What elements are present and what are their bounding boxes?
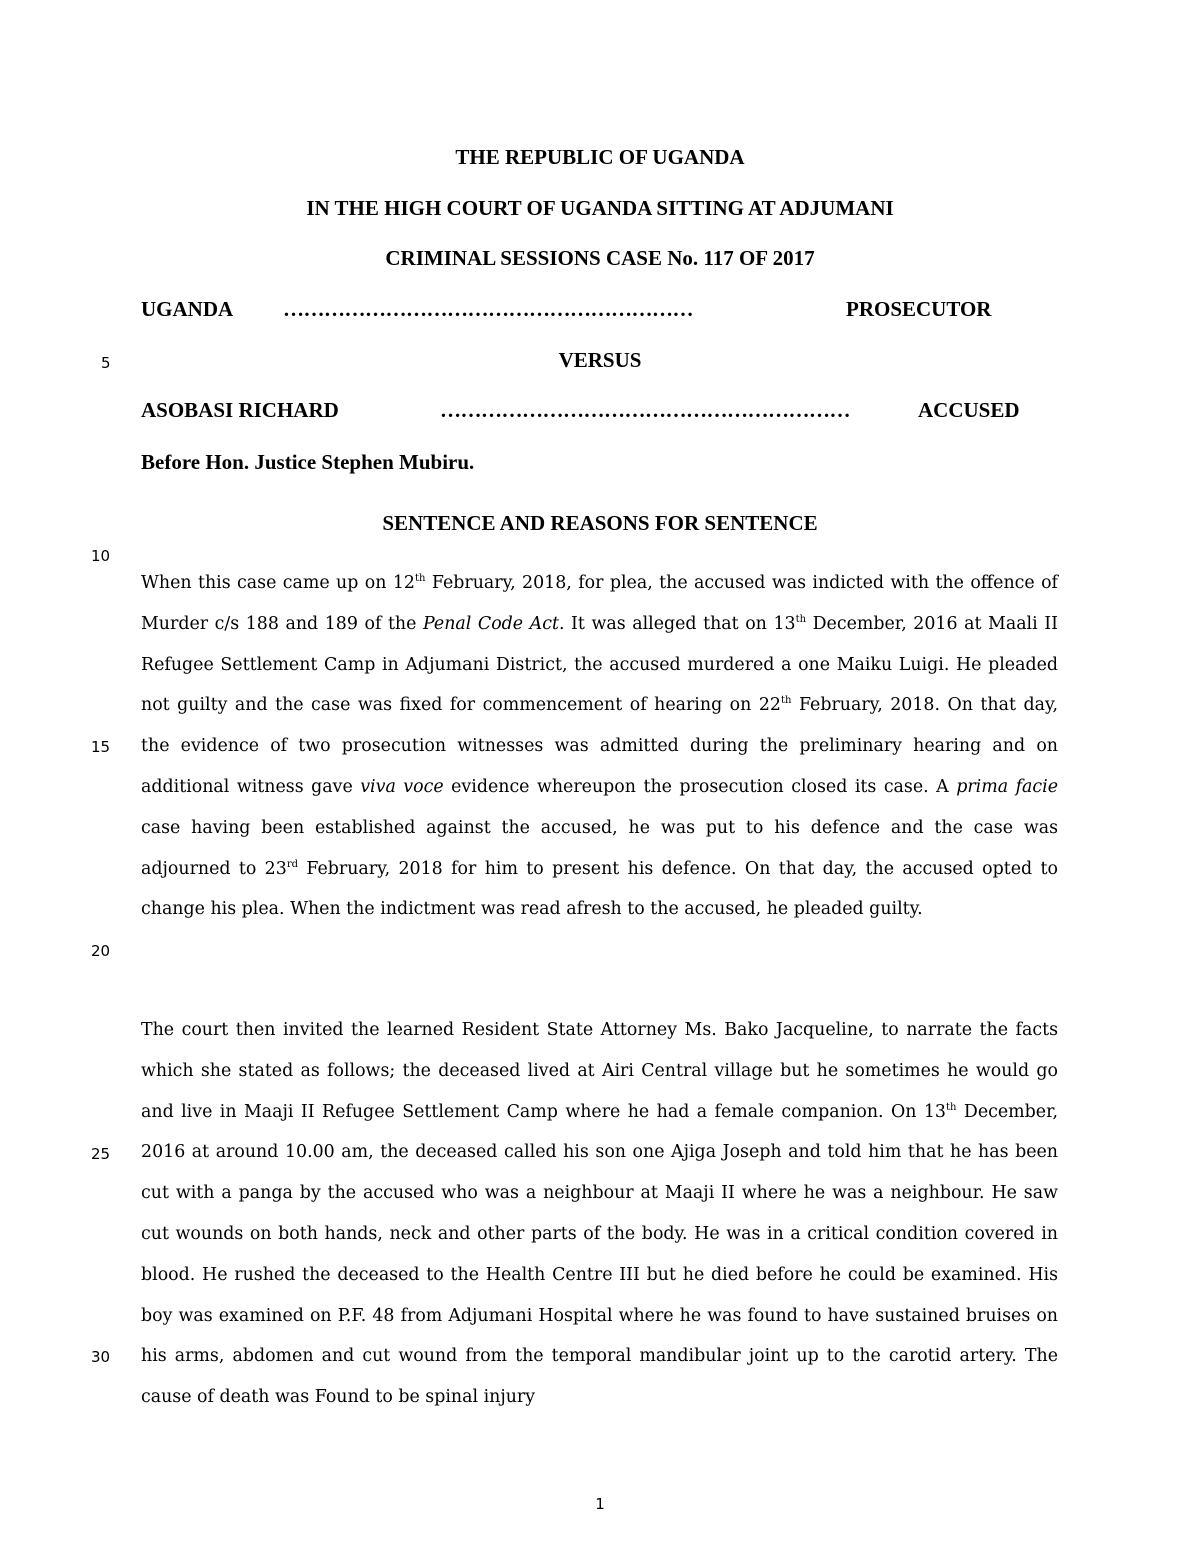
prosecution-dots: …………………………………………………… [283,297,693,321]
paragraph-plea: When this case came up on 12th February, 2018, for plea, the accused was indicted with the offence of Murder c/s 188 and 189 of the Penal Code Act. It was alleged that on 13th December, 2016 at Maali II Refugee Settlement Camp in Adjumani District, the accused murdered a one Maiku Luigi. He pleaded not guilty and the case was fixed for commencement of hearing on 22th February, 2018. On that day, the evidence of two prosecution witnesses was admitted during the preliminary hearing and on additional witness gave viva voce evidence whereupon the prosecution closed its case. A prima facie case having been established against the accused, he was put to his defence and the case was adjourned to 23rd February, 2018 for him to present his defence. On that day, the accused opted to change his plea. When the indictment was read afresh to the accused, he pleaded guilty. [141,573,1058,920]
court-heading: IN THE HIGH COURT OF UGANDA SITTING AT ADJUMANI [306,196,894,220]
prosecution-name: UGANDA [141,297,234,321]
prosecution-role: PROSECUTOR [846,297,992,321]
case-number-heading: CRIMINAL SESSIONS CASE No. 117 OF 2017 [385,246,815,270]
line-number-15: 15 [91,738,111,756]
judge-line: Before Hon. Justice Stephen Mubiru. [141,450,475,474]
accused-dots: …………………………………………………… [440,398,850,422]
line-number-10: 10 [91,547,111,565]
line-number-30: 30 [91,1348,111,1366]
republic-heading: THE REPUBLIC OF UGANDA [455,145,745,169]
section-title: SENTENCE AND REASONS FOR SENTENCE [382,511,818,535]
accused-role: ACCUSED [918,398,1020,422]
versus-heading: VERSUS [558,348,642,372]
line-number-20: 20 [91,942,111,960]
line-number-5: 5 [101,354,111,372]
paragraph-facts: The court then invited the learned Resident State Attorney Ms. Bako Jacqueline, to narrate the facts which she stated as follows; the deceased lived at Airi Central village but he sometimes he would go and live in Maaji II Refugee Settlement Camp where he had a female companion. On 13th December, 2016 at around 10.00 am, the deceased called his son one Ajiga Joseph and told him that he has been cut with a panga by the accused who was a neighbour at Maaji II where he was a neighbour. He saw cut wounds on both hands, neck and other parts of the body. He was in a critical condition covered in blood. He rushed the deceased to the Health Centre III but he died before he could be examined. His boy was examined on P.F. 48 from Adjumani Hospital where he was found to have sustained bruises on his arms, abdomen and cut wound from the temporal mandibular joint up to the carotid artery. The cause of death was Found to be spinal injury [141,1020,1058,1408]
line-number-25: 25 [91,1145,111,1163]
page-number: 1 [595,1495,605,1513]
accused-name: ASOBASI RICHARD [141,398,339,422]
